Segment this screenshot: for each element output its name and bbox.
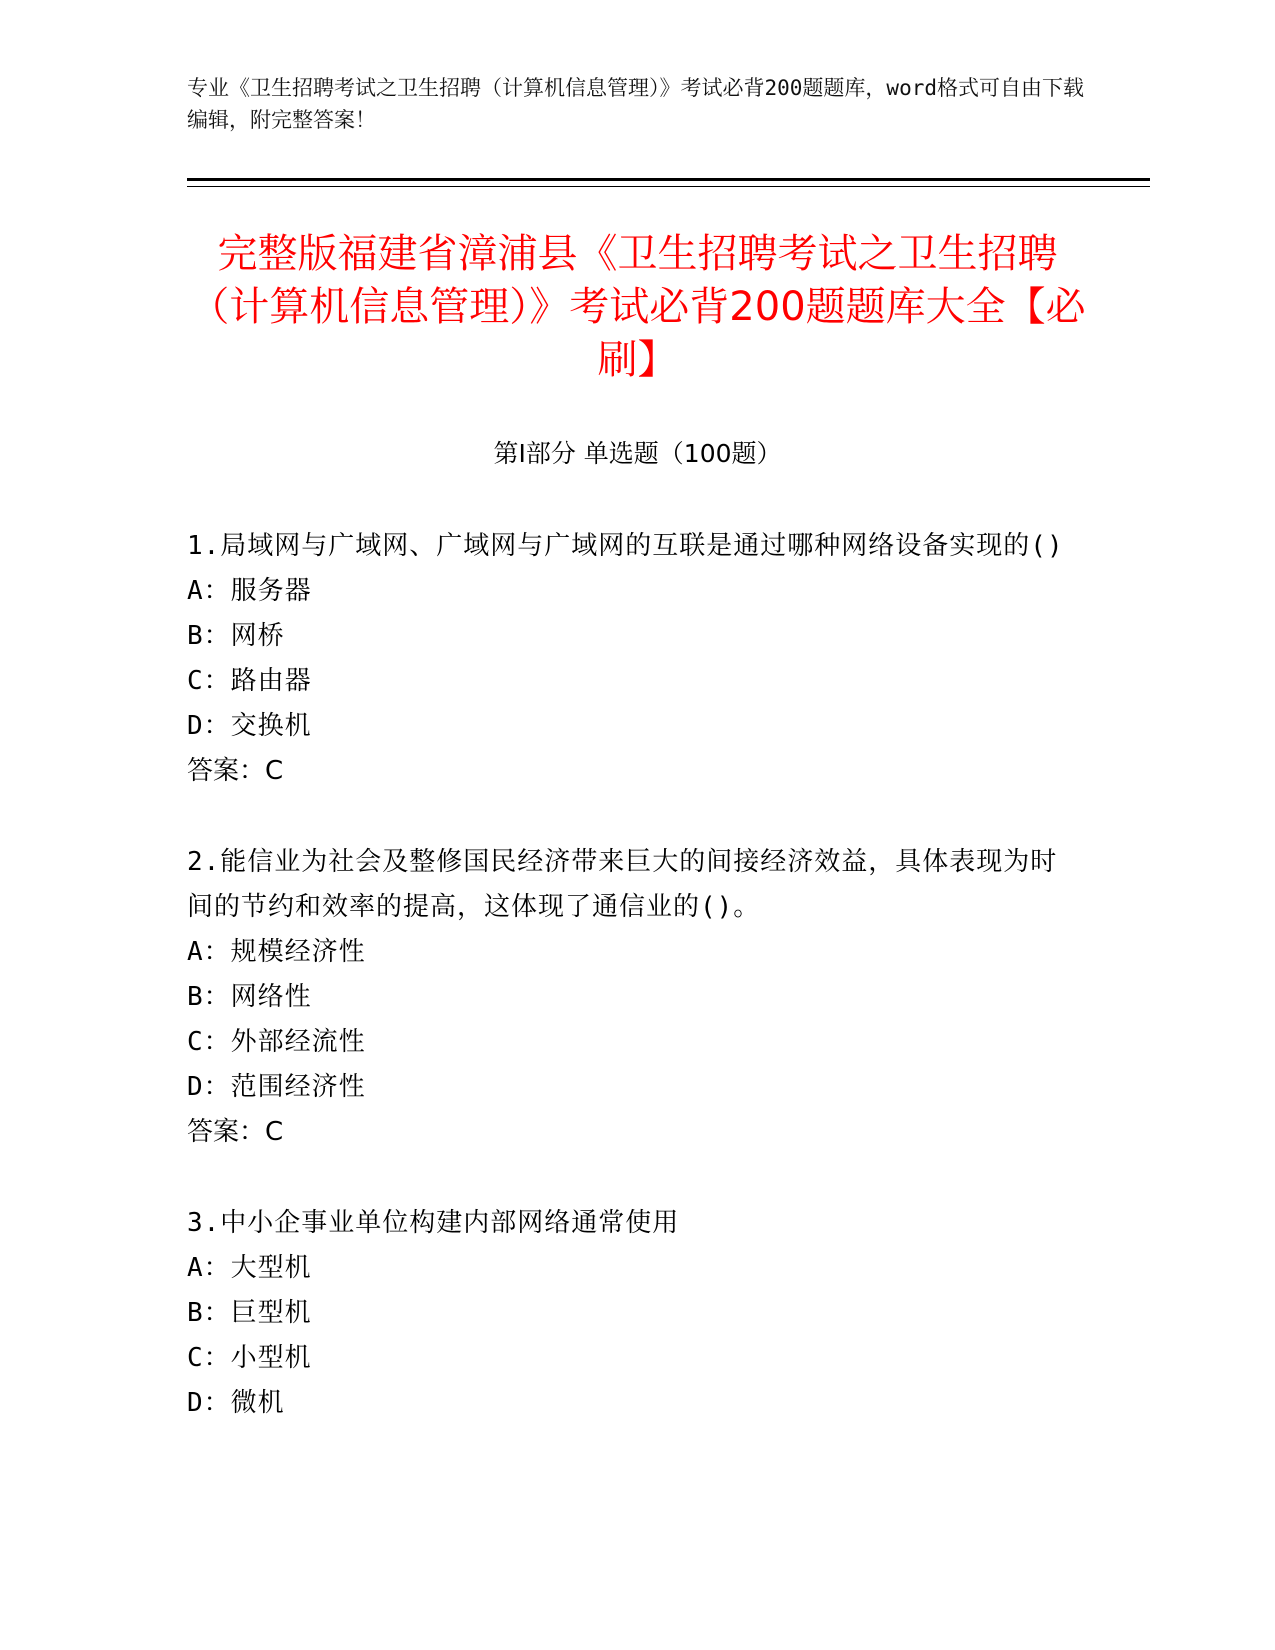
header-note: 专业《卫生招聘考试之卫生招聘（计算机信息管理）》考试必背200题题库，word格式可自由下载编辑，附完整答案！ [187,76,1084,132]
question-stem: 2.能信业为社会及整修国民经济带来巨大的间接经济效益，具体表现为时间的节约和效率的提高，这体现了通信业的()。 [187,847,1058,922]
option-d: D：微机 [187,1388,285,1418]
answer-line: 答案：C [187,756,284,786]
option-b: B：巨型机 [187,1298,312,1328]
option-d: D：范围经济性 [187,1072,366,1102]
question-2 [187,840,1067,1155]
option-c: C：路由器 [187,666,312,696]
question-3 [187,1201,1067,1426]
header-rule-thick [187,178,1150,181]
option-d: D：交换机 [187,711,312,741]
question-list [187,524,1067,1472]
option-a: A：服务器 [187,576,312,606]
option-c: C：小型机 [187,1343,312,1373]
option-b: B：网络性 [187,982,312,1012]
question-stem: 1.局域网与广域网、广域网与广域网的互联是通过哪种网络设备实现的() [187,531,1064,561]
answer-line: 答案：C [187,1117,284,1147]
option-a: A：规模经济性 [187,937,366,967]
section-heading: 第Ⅰ部分 单选题（100题） [493,439,782,468]
question-1 [187,524,1067,794]
option-c: C：外部经流性 [187,1027,366,1057]
option-b: B：网桥 [187,621,285,651]
question-stem: 3.中小企事业单位构建内部网络通常使用 [187,1208,680,1238]
document-title: 完整版福建省漳浦县《卫生招聘考试之卫生招聘（计算机信息管理）》考试必背200题题库大全【必刷】 [189,231,1086,383]
header-rule-thin [187,186,1150,187]
option-a: A：大型机 [187,1253,312,1283]
